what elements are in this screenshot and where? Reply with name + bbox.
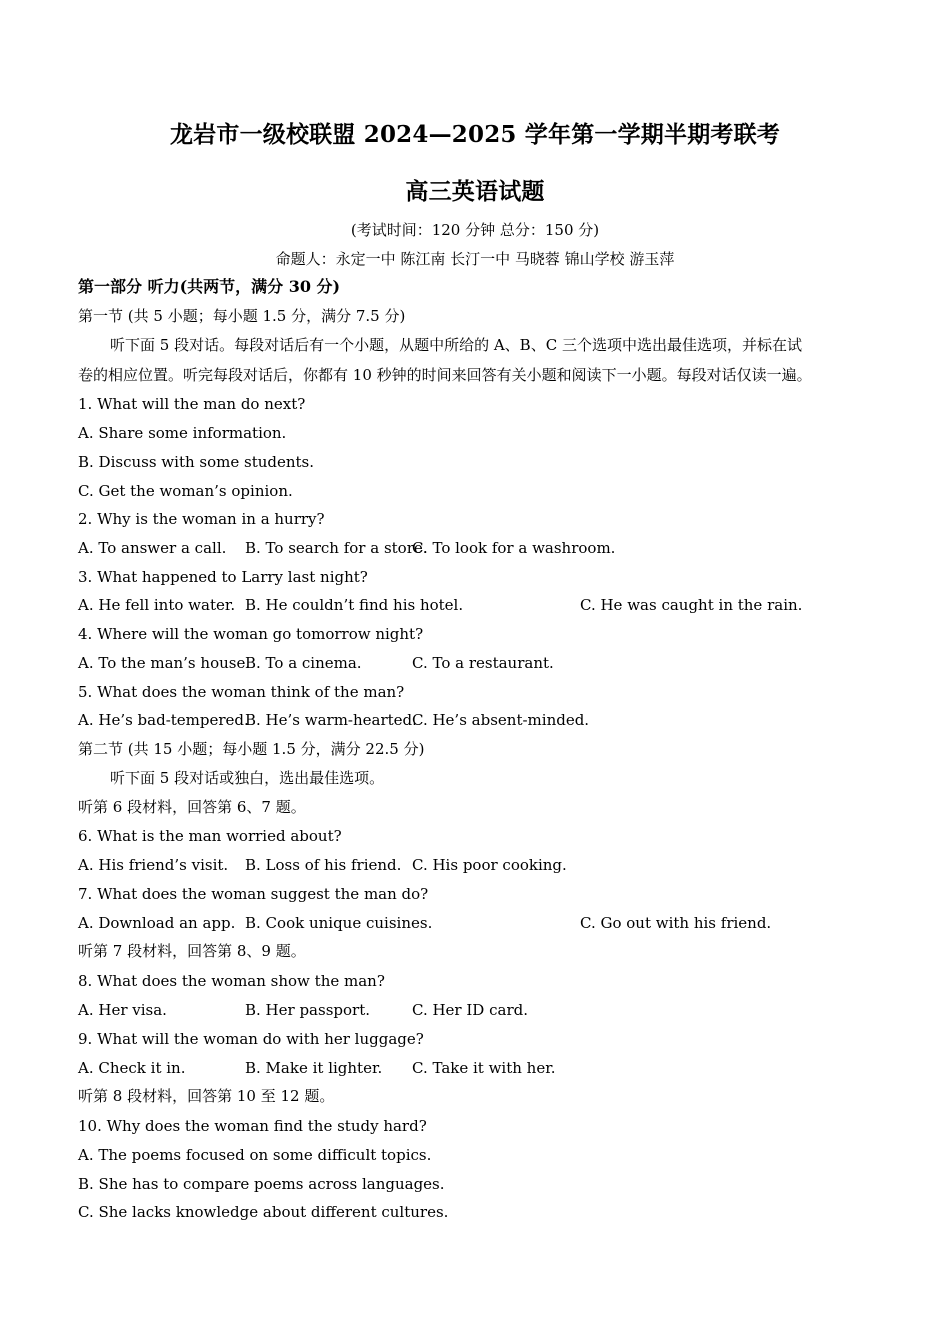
q8-stem: 8. What does the woman show the man? <box>78 972 385 990</box>
q9-option-b: B. Make it lighter. <box>245 1059 383 1077</box>
q2-option-b: B. To search for a store. <box>245 539 428 557</box>
q8-option-a: A. Her visa. <box>78 1001 167 1019</box>
q9-stem: 9. What will the woman do with her luggage? <box>78 1030 424 1048</box>
material6-note: 听第 6 段材料，回答第 6、7 题。 <box>78 798 306 816</box>
q4-option-b: B. To a cinema. <box>245 654 362 672</box>
q10-option-c: C. She lacks knowledge about different cultures. <box>78 1203 449 1221</box>
q7-stem: 7. What does the woman suggest the man do? <box>78 885 429 903</box>
section1-heading: 第一节 (共 5 小题；每小题 1.5 分，满分 7.5 分) <box>78 307 406 325</box>
section2-instruction: 听下面 5 段对话或独白，选出最佳选项。 <box>110 769 385 787</box>
q1-option-c: C. Get the woman’s opinion. <box>78 482 293 500</box>
q1-option-b: B. Discuss with some students. <box>78 453 315 471</box>
q8-option-c: C. Her ID card. <box>412 1001 528 1019</box>
q7-option-b: B. Cook unique cuisines. <box>245 914 433 932</box>
q5-stem: 5. What does the woman think of the man? <box>78 683 405 701</box>
q3-option-c: C. He was caught in the rain. <box>580 596 803 614</box>
q4-option-a: A. To the man’s house. <box>78 654 251 672</box>
q10-option-b: B. She has to compare poems across languages. <box>78 1175 445 1193</box>
q5-option-b: B. He’s warm-hearted. <box>245 711 417 729</box>
section1-instruction-line1: 听下面 5 段对话。每段对话后有一个小题，从题中所给的 A、B、C 三个选项中选出最佳选项，并标在试 <box>110 336 802 354</box>
q6-option-a: A. His friend’s visit. <box>78 856 229 874</box>
q2-option-c: C. To look for a washroom. <box>412 539 616 557</box>
q3-option-a: A. He fell into water. <box>78 596 236 614</box>
part1-heading: 第一部分 听力(共两节，满分 30 分) <box>78 277 341 296</box>
q9-option-a: A. Check it in. <box>78 1059 186 1077</box>
exam-title: 龙岩市一级校联盟 2024—2025 学年第一学期半期考联考 <box>169 121 781 148</box>
material8-note: 听第 8 段材料，回答第 10 至 12 题。 <box>78 1087 335 1105</box>
q5-option-c: C. He’s absent-minded. <box>412 711 590 729</box>
q2-stem: 2. Why is the woman in a hurry? <box>78 510 325 528</box>
exam-info: (考试时间：120 分钟 总分：150 分) <box>350 221 600 239</box>
q3-stem: 3. What happened to Larry last night? <box>78 568 368 586</box>
exam-subtitle: 高三英语试题 <box>405 178 545 205</box>
q3-option-b: B. He couldn’t find his hotel. <box>245 596 464 614</box>
q6-stem: 6. What is the man worried about? <box>78 827 342 845</box>
q9-option-c: C. Take it with her. <box>412 1059 556 1077</box>
q10-stem: 10. Why does the woman find the study hard? <box>78 1117 427 1135</box>
q4-option-c: C. To a restaurant. <box>412 654 554 672</box>
material7-note: 听第 7 段材料，回答第 8、9 题。 <box>78 942 306 960</box>
q2-option-a: A. To answer a call. <box>78 539 227 557</box>
q1-stem: 1. What will the man do next? <box>78 395 306 413</box>
q7-option-a: A. Download an app. <box>78 914 236 932</box>
q6-option-c: C. His poor cooking. <box>412 856 567 874</box>
q6-option-b: B. Loss of his friend. <box>245 856 402 874</box>
q8-option-b: B. Her passport. <box>245 1001 370 1019</box>
q7-option-c: C. Go out with his friend. <box>580 914 772 932</box>
exam-authors: 命题人：永定一中 陈江南 长汀一中 马晓蓉 锦山学校 游玉萍 <box>275 250 675 268</box>
q5-option-a: A. He’s bad-tempered. <box>78 711 249 729</box>
q4-stem: 4. Where will the woman go tomorrow night? <box>78 625 424 643</box>
q1-option-a: A. Share some information. <box>78 424 287 442</box>
q10-option-a: A. The poems focused on some difficult topics. <box>78 1146 432 1164</box>
section1-instruction-line2: 卷的相应位置。听完每段对话后，你都有 10 秒钟的时间来回答有关小题和阅读下一小题。每段对话仅读一遍。 <box>78 366 812 384</box>
section2-heading: 第二节 (共 15 小题；每小题 1.5 分，满分 22.5 分) <box>78 740 425 758</box>
